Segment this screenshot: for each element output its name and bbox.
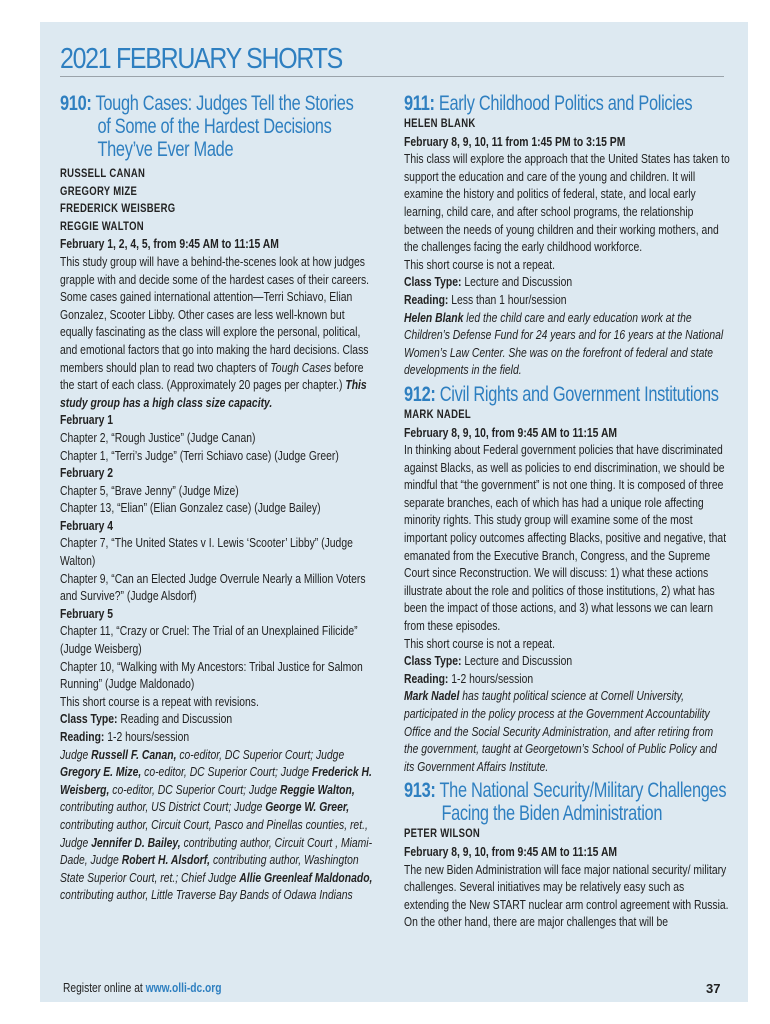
judge-name: Allie Greenleaf Maldonado, [239,869,373,885]
course-910-class-type: Class Type: Reading and Discussion [60,711,233,727]
chapter-item: Chapter 7, “The United States v I. Lewis ‘Scooter’ Libby” (Judge Walton) [60,535,353,569]
course-913-description: The new Biden Administration will face major national security/ military challenges. Several initiatives may be relatively easy such as extending the New START nuclear arm control agreement with Russia. On the other hand, there are major challenges that will be [404,861,729,930]
course-911-bio: Helen Blank led the child care and early education work at the Children’s Defense Fund for 24 years and for 16 years at the National Women’s Law Center. She was on the forefront of federal and state developments in the field. [404,309,724,378]
course-910-description: This study group will have a behind-the-scenes look at how judges grapple with and decide some of the hardest cases of their careers. Some cases gained international attention—Terri Schiavo, Elian Gonzalez, Scooter Libby. Other cases are less well-known but equally fascinating as the class will explore the personal, political, and emotional factors that go into making the hard decisions. Class members should plan to read two chapters of Tough Cases before the start of each class. (Approximately 20 pages per chapter.) This study group has a high class size capacity. [60,253,370,410]
course-910-instructor: RUSSELL CANAN [60,166,146,180]
course-911-schedule: February 8, 9, 10, 11 from 1:45 PM to 3:15 PM [404,133,626,149]
register-link[interactable]: www.olli-dc.org [145,981,222,995]
course-913-instructor: PETER WILSON [404,826,481,841]
left-column [60,92,380,904]
course-912-repeat-note: This short course is not a repeat. [404,635,556,651]
chapter-item: Chapter 13, “Elian” (Elian Gonzalez case) (Judge Bailey) [60,500,321,516]
page-number: 37 [706,981,721,996]
bio-text: co-editor, DC Superior Court; Judge [141,764,312,780]
bio-text: co-editor, DC Superior Court; Judge [176,746,345,762]
bio-text: contributing author, Circuit Court , Miami-Dade, Judge [60,834,373,868]
course-912-class-type: Class Type: Lecture and Discussion [404,653,573,669]
right-column [404,92,730,931]
course-911-class-type: Class Type: Lecture and Discussion [404,274,573,290]
bio-text: contributing author, Circuit Court, Pasco and Pinellas counties, ret., Judge [60,816,368,850]
chapter-item: Chapter 2, “Rough Justice” (Judge Canan) [60,429,256,445]
course-912-title: 912: Civil Rights and Government Institutions [404,382,719,406]
course-911-instructor: HELEN BLANK [404,116,476,130]
footer: Register online at www.olli-dc.org [63,981,222,995]
day-heading: February 4 [60,517,114,533]
chapter-item: Chapter 11, “Crazy or Cruel: The Trial of an Unexplained Filicide” (Judge Weisberg) [60,623,358,657]
course-910-instructor: GREGORY MIZE [60,183,138,198]
judge-name: George W. Greer, [265,799,350,815]
bio-text: contributing author, US District Court; Judge [60,799,266,815]
course-912-instructor: MARK NADEL [404,406,472,421]
course-910-title: 910: Tough Cases: Judges Tell the Stories of Some of the Hardest Decisions They’ve Ever Made [60,92,354,161]
page-title: 2021 FEBRUARY SHORTS [60,43,342,75]
course-910-number: 910: [60,92,92,115]
course-913-title: 913: The National Security/Military Challenges Facing the Biden Administration [404,779,727,826]
bio-text: Judge [60,746,92,762]
course-912-bio: Mark Nadel has taught political science at Cornell University, participated in the policy process at the Government Accountability Office and the Social Security Administration, and after retiring from the government, taught at Georgetown’s School of Public Policy and its Government Affairs Institute. [404,688,717,774]
judge-name: Gregory E. Mize, [60,764,142,780]
chapter-item: Chapter 9, “Can an Elected Judge Overrule Nearly a Million Voters and Survive?” (Judge Alsdorf) [60,570,366,604]
course-910-schedule: February 1, 2, 4, 5, from 9:45 AM to 11:15 AM [60,236,279,252]
title-divider [60,76,724,77]
course-912-number: 912: [404,382,436,406]
chapter-item: Chapter 5, “Brave Jenny” (Judge Mize) [60,482,239,498]
judge-name: Robert H. Alsdorf, [121,852,211,868]
bio-text: contributing author, Little Traverse Bay Bands of Odawa Indians [60,887,353,903]
day-heading: February 1 [60,412,114,428]
course-912-schedule: February 8, 9, 10, from 9:45 AM to 11:15 AM [404,424,618,440]
judge-name: Frederick H. Weisberg, [60,764,372,797]
judge-name: Jennifer D. Bailey, [91,834,181,850]
bio-text: contributing author, Washington State Superior Court, ret.; Chief Judge [60,852,359,885]
course-912-reading: Reading: 1-2 hours/session [404,670,534,686]
day-heading: February 5 [60,605,114,621]
course-911-reading: Reading: Less than 1 hour/session [404,291,567,307]
course-911-repeat-note: This short course is not a repeat. [404,256,556,272]
course-911-description: This class will explore the approach that the United States has taken to support the education and care of the young and children. It will examine the history and politics of federal, state, and local early learning, child care, and after school programs, the relationship between the needs of young children and their working mothers, and the challenges facing the early childhood workforce. [404,151,730,255]
chapter-item: Chapter 1, “Terri’s Judge” (Terri Schiavo case) (Judge Greer) [60,447,339,463]
course-910-instructor: FREDERICK WEISBERG [60,201,176,216]
course-910-bio [60,746,380,904]
course-910-repeat-note: This short course is a repeat with revisions. [60,693,259,709]
day-heading: February 2 [60,465,114,481]
course-911-title: 911: Early Childhood Politics and Policies [404,92,693,115]
judge-name: Reggie Walton, [280,781,355,797]
course-911-number: 911: [404,92,435,115]
bio-text: co-editor, DC Superior Court; Judge [109,781,281,797]
judge-name: Russell F. Canan, [91,746,177,762]
course-912-description: In thinking about Federal government policies that have discriminated against Blacks, as well as policies to end discrimination, we should be mindful that “the government” is not one thing. It is composed of three separate branches, each of which has had a unique role affecting minority rights. This study group will examine some of the most important policy outcomes affecting Blacks, positive and negative, that emanated from the Executive Branch, Congress, and the Supreme Court since Reconstruction. We will discuss: 1) what these actions illustrate about the role and politics of those institutions, 2) what has been the impact of those actions, and 3) what lessons we can learn from these episodes. [404,442,727,634]
chapter-item: Chapter 10, “Walking with My Ancestors: Tribal Justice for Salmon Running” (Judge Maldonado) [60,658,363,692]
book-title: Tough Cases [270,359,332,375]
course-910-instructor: REGGIE WALTON [60,218,144,233]
course-910-reading: Reading: 1-2 hours/session [60,729,190,744]
course-913-schedule: February 8, 9, 10, from 9:45 AM to 11:15 AM [404,843,618,859]
course-913-number: 913: [404,779,436,803]
capacity-note: This study group has a high class size capacity. [60,377,367,410]
